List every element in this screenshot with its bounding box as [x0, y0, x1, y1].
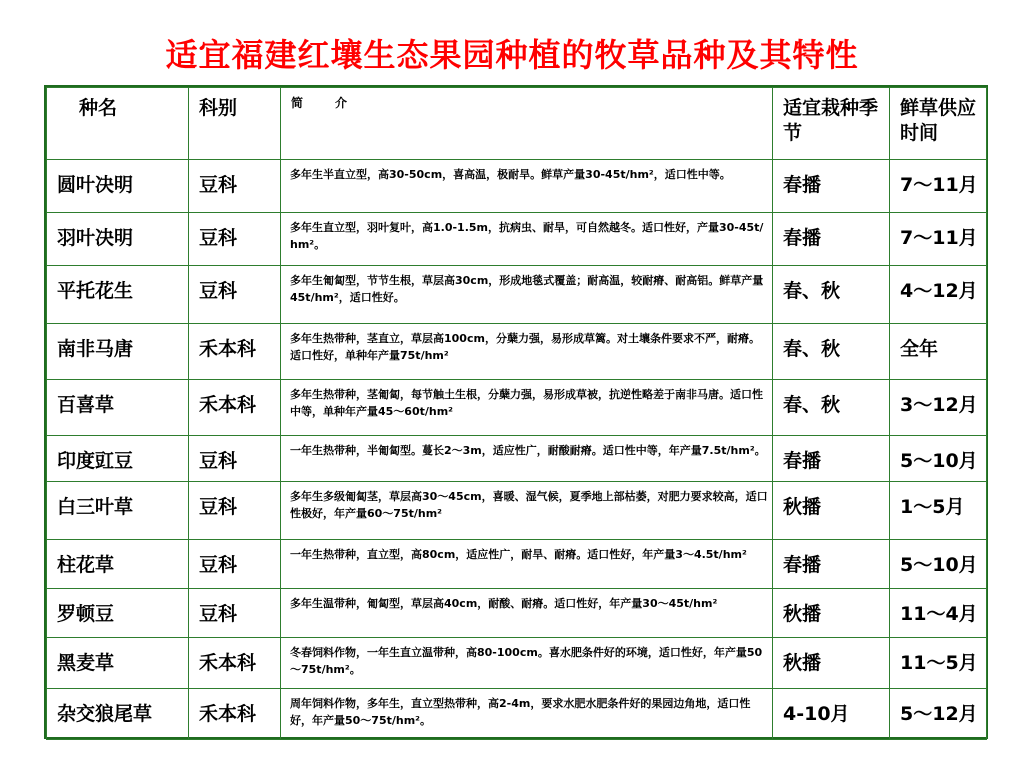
cell-family: 豆科: [189, 266, 281, 324]
cell-season: 春播: [773, 540, 890, 589]
header-season: 适宜栽种季节: [773, 88, 890, 160]
cell-name: 杂交狼尾草: [47, 689, 189, 740]
cell-supply: 7～11月: [890, 160, 987, 213]
cell-season: 4-10月: [773, 689, 890, 740]
cell-intro: 多年生温带种，匍匐型，草层高40cm，耐酸、耐瘠。适口性好，年产量30～45t/hm²: [281, 589, 773, 638]
cell-supply: 7～11月: [890, 213, 987, 266]
cell-intro: 多年生热带种，茎直立，草层高100cm，分蘖力强，易形成草篱。对土壤条件要求不严，耐瘠。适口性好，单种年产量75t/hm²: [281, 324, 773, 380]
cell-supply: 5～12月: [890, 689, 987, 740]
cell-intro: 多年生直立型，羽叶复叶，高1.0-1.5m，抗病虫、耐旱，可自然越冬。适口性好，产量30-45t/hm²。: [281, 213, 773, 266]
table-row: [47, 380, 987, 436]
table-row: [47, 638, 987, 689]
cell-supply: 11～5月: [890, 638, 987, 689]
cell-intro: 多年生半直立型，高30-50cm，喜高温，极耐旱。鲜草产量30-45t/hm²，适口性中等。: [281, 160, 773, 213]
cell-name: 平托花生: [47, 266, 189, 324]
header-supply: 鲜草供应时间: [890, 88, 987, 160]
cell-name: 羽叶决明: [47, 213, 189, 266]
cell-family: 禾本科: [189, 638, 281, 689]
cell-supply: 3～12月: [890, 380, 987, 436]
forage-table: [46, 87, 987, 740]
cell-season: 春、秋: [773, 266, 890, 324]
cell-supply: 1～5月: [890, 482, 987, 540]
header-name: 种名: [47, 88, 189, 160]
cell-supply: 5～10月: [890, 436, 987, 482]
cell-season: 春、秋: [773, 380, 890, 436]
table-row: [47, 324, 987, 380]
table-row: [47, 689, 987, 740]
cell-intro: 多年生热带种，茎匍匐，每节触土生根，分蘖力强，易形成草被，抗逆性略差于南非马唐。适口性中等，单种年产量45～60t/hm²: [281, 380, 773, 436]
page-title: 适宜福建红壤生态果园种植的牧草品种及其特性: [165, 36, 859, 74]
cell-intro: 多年生匍匐型，节节生根，草层高30cm，形成地毯式覆盖；耐高温，较耐瘠、耐高铝。鲜草产量45t/hm²，适口性好。: [281, 266, 773, 324]
cell-family: 豆科: [189, 436, 281, 482]
cell-family: 豆科: [189, 160, 281, 213]
header-row: [47, 88, 987, 160]
cell-name: 南非马唐: [47, 324, 189, 380]
cell-family: 禾本科: [189, 689, 281, 740]
cell-family: 豆科: [189, 482, 281, 540]
cell-supply: 4～12月: [890, 266, 987, 324]
cell-family: 禾本科: [189, 380, 281, 436]
header-family: 科别: [189, 88, 281, 160]
cell-family: 禾本科: [189, 324, 281, 380]
cell-name: 柱花草: [47, 540, 189, 589]
cell-intro: 多年生多级匍匐茎，草层高30～45cm，喜暖、湿气候，夏季地上部枯萎，对肥力要求较高，适口性极好，年产量60～75t/hm²: [281, 482, 773, 540]
table-row: [47, 540, 987, 589]
cell-family: 豆科: [189, 589, 281, 638]
table-row: [47, 436, 987, 482]
cell-season: 春、秋: [773, 324, 890, 380]
cell-name: 圆叶决明: [47, 160, 189, 213]
cell-name: 印度豇豆: [47, 436, 189, 482]
cell-supply: 11～4月: [890, 589, 987, 638]
table-row: [47, 482, 987, 540]
cell-intro: 周年饲料作物，多年生，直立型热带种，高2-4m，要求水肥水肥条件好的果园边角地，适口性好，年产量50～75t/hm²。: [281, 689, 773, 740]
header-intro: 简 介: [281, 88, 773, 160]
cell-intro: 一年生热带种，半匍匐型。蔓长2～3m，适应性广，耐酸耐瘠。适口性中等，年产量7.5t/hm²。: [281, 436, 773, 482]
cell-intro: 一年生热带种，直立型，高80cm，适应性广，耐旱、耐瘠。适口性好，年产量3～4.5t/hm²: [281, 540, 773, 589]
cell-name: 罗顿豆: [47, 589, 189, 638]
cell-name: 白三叶草: [47, 482, 189, 540]
cell-family: 豆科: [189, 213, 281, 266]
table-row: [47, 266, 987, 324]
cell-season: 秋播: [773, 589, 890, 638]
table-row: [47, 160, 987, 213]
cell-family: 豆科: [189, 540, 281, 589]
cell-name: 百喜草: [47, 380, 189, 436]
cell-season: 春播: [773, 213, 890, 266]
cell-intro: 冬春饲料作物，一年生直立温带种，高80-100cm。喜水肥条件好的环境，适口性好，年产量50～75t/hm²。: [281, 638, 773, 689]
cell-supply: 5～10月: [890, 540, 987, 589]
cell-season: 春播: [773, 160, 890, 213]
table-row: [47, 589, 987, 638]
forage-table-frame: [44, 85, 988, 739]
cell-season: 秋播: [773, 482, 890, 540]
table-row: [47, 213, 987, 266]
cell-supply: 全年: [890, 324, 987, 380]
cell-season: 春播: [773, 436, 890, 482]
cell-name: 黑麦草: [47, 638, 189, 689]
cell-season: 秋播: [773, 638, 890, 689]
